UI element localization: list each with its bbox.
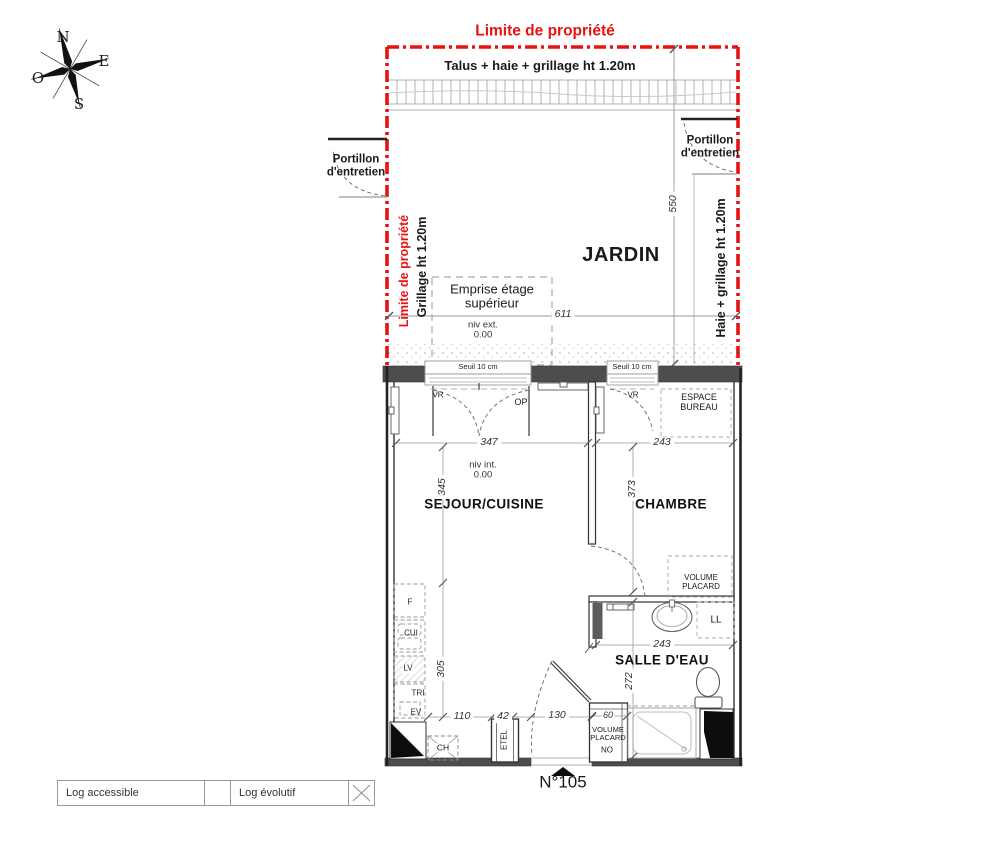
- fridge-label: F: [407, 597, 413, 607]
- sink-label: EV: [410, 707, 422, 717]
- garden-label: JARDIN: [582, 244, 660, 266]
- dim-42: 42: [494, 711, 512, 723]
- legend-log-evolutif-label: Log évolutif: [239, 787, 296, 799]
- bathroom-door-panel: [593, 603, 603, 639]
- grillage-left-label: Grillage ht 1.20m: [415, 216, 430, 318]
- structural-corner-right: [700, 709, 733, 759]
- log-evolutif-checkbox[interactable]: [348, 781, 374, 805]
- toilet: [695, 668, 722, 709]
- haie-right-label: Haie + grillage ht 1.20m: [714, 198, 729, 338]
- log-accessible-checkbox[interactable]: [204, 781, 230, 805]
- legend-log-accessible[interactable]: [57, 780, 231, 806]
- gate-right-label: Portillon d'entretien: [680, 134, 740, 159]
- dim-110: 110: [451, 711, 474, 723]
- shower-tray: [627, 706, 697, 758]
- dim-373: 373: [627, 477, 639, 501]
- talus-label: Talus + haie + grillage ht 1.20m: [444, 57, 636, 73]
- exterior-level-label: niv ext. 0.00: [467, 319, 499, 341]
- dim-345: 345: [437, 475, 449, 499]
- sejour-label: SEJOUR/CUISINE: [424, 496, 544, 512]
- salle-eau-label: SALLE D'EAU: [615, 652, 709, 668]
- dishwasher-label: LV: [403, 663, 413, 673]
- washbasin: [652, 600, 692, 632]
- vr-label-1: VR: [432, 390, 444, 400]
- compass-north-label: N: [56, 27, 70, 46]
- ch-label: CH: [436, 742, 450, 753]
- dim-550: 550: [668, 192, 680, 216]
- etel-label: ETEL: [499, 729, 509, 751]
- legend-log-evolutif[interactable]: [231, 780, 375, 806]
- chambre-label: CHAMBRE: [635, 496, 707, 512]
- emprise-label: Emprise étage supérieur: [450, 281, 534, 311]
- legend-log-accessible-label: Log accessible: [66, 787, 139, 799]
- dim-60: 60: [602, 710, 614, 721]
- espace-bureau-label: ESPACE BUREAU: [680, 392, 718, 412]
- dim-611: 611: [552, 309, 575, 321]
- op-label: OP: [514, 397, 528, 408]
- dim-347: 347: [477, 437, 501, 449]
- dim-305: 305: [436, 657, 448, 681]
- talus-hedge-band: [388, 80, 737, 110]
- compass-west-label: O: [31, 68, 45, 87]
- property-limit-left-label: Limite de propriété: [397, 214, 412, 328]
- dim-272: 272: [624, 669, 636, 693]
- compass-east-label: E: [98, 51, 110, 70]
- exterior-walls: [383, 366, 742, 766]
- tri-label: TRI: [411, 688, 425, 698]
- unit-number-label: N°105: [539, 772, 587, 792]
- structural-corner-left: [390, 722, 426, 759]
- legend-bar: [57, 780, 375, 806]
- dim-243-bath: 243: [650, 639, 674, 651]
- interior-level-label: niv int. 0.00: [469, 459, 497, 481]
- vr-label-2: VR: [627, 390, 639, 400]
- chambre-placard-label: VOLUME PLACARD: [682, 573, 720, 591]
- sill-label-sejour: Seuil 10 cm: [458, 361, 498, 371]
- cooktop-label: CUI: [404, 628, 418, 638]
- bath-placard-label: VOLUME PLACARD: [590, 724, 626, 742]
- gate-left-label: Portillon d'entretien: [326, 153, 386, 178]
- checkbox-checked-icon: [349, 781, 374, 805]
- no-label: NO: [601, 745, 613, 755]
- dim-243-top: 243: [650, 437, 674, 449]
- sill-label-chambre: Seuil 10 cm: [612, 361, 652, 371]
- dim-130: 130: [545, 710, 569, 722]
- washer-label: LL: [710, 614, 722, 626]
- compass-south-label: S: [73, 94, 85, 113]
- property-limit-top-label: Limite de propriété: [475, 22, 615, 40]
